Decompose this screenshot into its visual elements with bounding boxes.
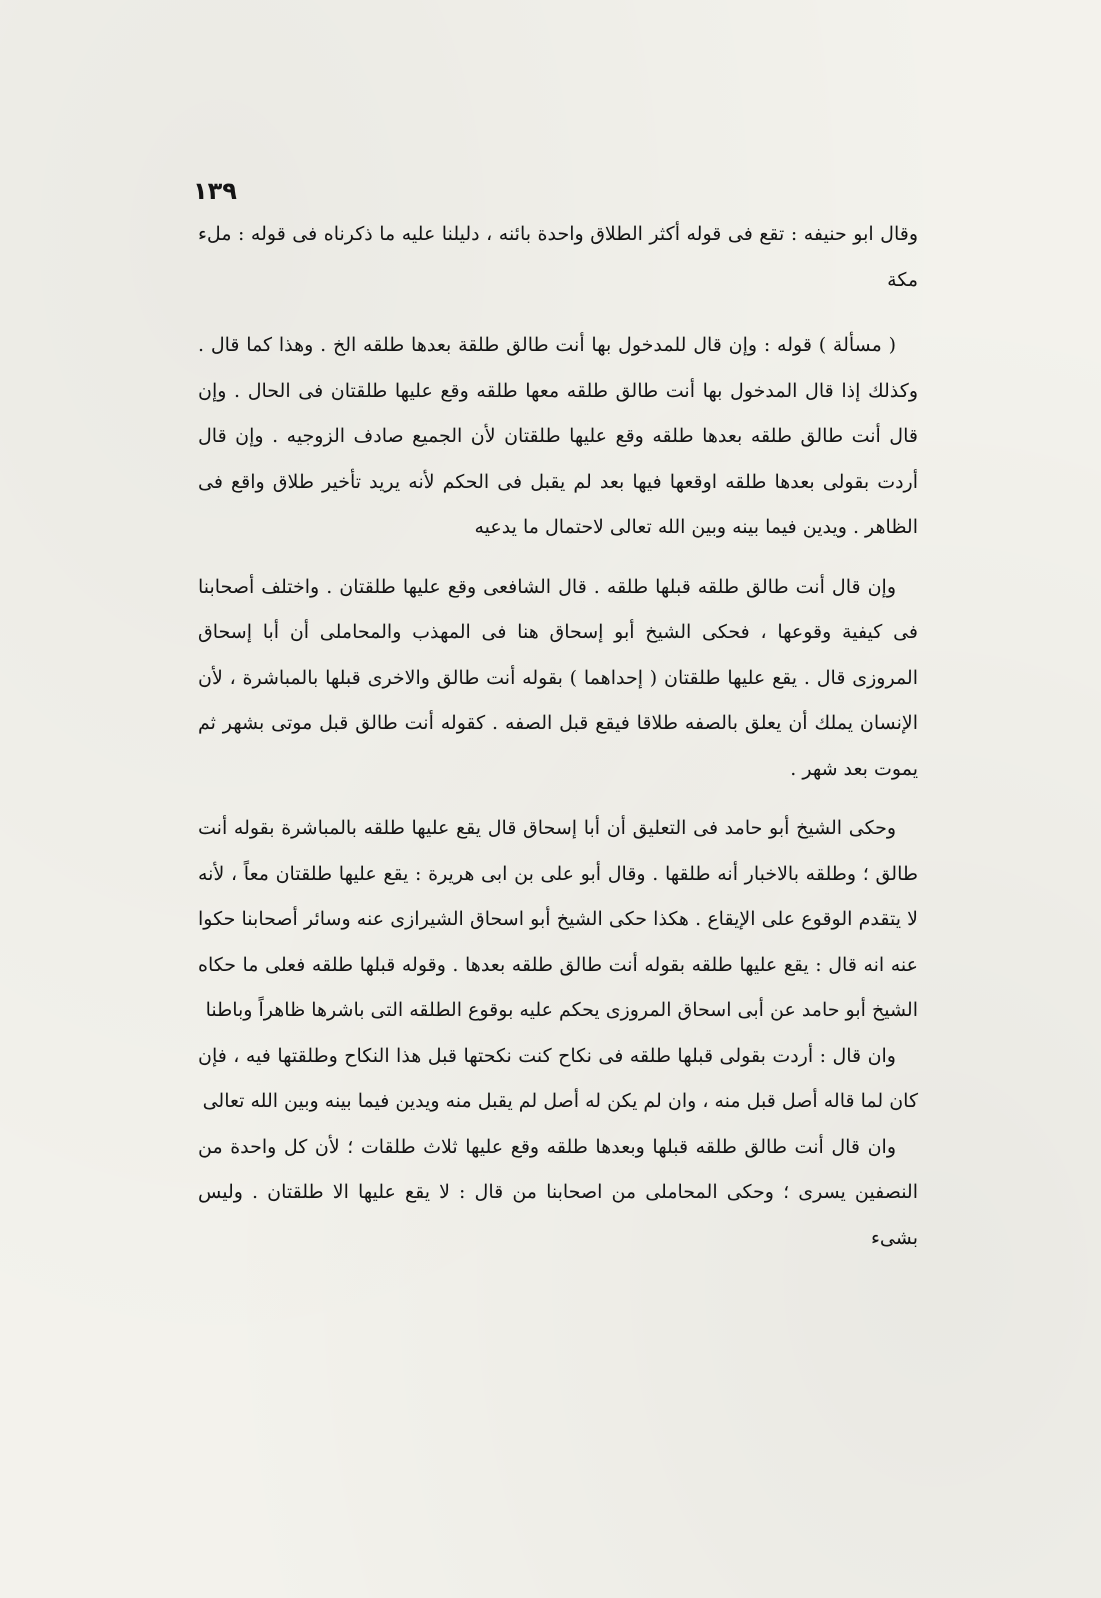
paragraph-6: وان قال أنت طالق طلقه قبلها وبعدها طلقه وقع عليها ثلاث طلقات ؛ لأن كل واحدة من النصفين يسرى ؛ وحكى المحاملى من اصحابنا من قال : لا يقع عليها الا طلقتان . وليس بشىء	[198, 1135, 918, 1249]
paragraph-5: وان قال : أردت بقولى قبلها طلقه فى نكاح كنت نكحتها قبل هذا النكاح وطلقتها فيه ، فإن كان لما قاله أصل قبل منه ، وان لم يكن له أصل لم يقبل منه ويدين فيما بينه وبين الله تعالى	[198, 1044, 918, 1112]
paragraph-4: وحكى الشيخ أبو حامد فى التعليق أن أبا إسحاق قال يقع عليها طلقه بالمباشرة بقوله أنت طالق ؛ وطلقه بالاخبار أنه طلقها . وقال أبو على بن ابى هريرة : يقع عليها طلقتان معاً ، لأنه لا يتقدم الوقوع على الإيقاع . هكذا حكى الشيخ أبو اسحاق الشيرازى عنه وسائر أصحابنا حكوا عنه انه قال : يقع عليها طلقه بقوله أنت طالق طلقه بعدها . وقوله قبلها طلقه فعلى ما حكاه الشيخ أبو حامد عن أبى اسحاق المروزى يحكم عليه بوقوع الطلقه التى باشرها ظاهراً وباطنا	[198, 817, 918, 1021]
paragraph-1: وقال ابو حنيفه : تقع فى قوله أكثر الطلاق واحدة بائنه ، دليلنا عليه ما ذكرناه فى قوله : ملء مكة	[198, 223, 918, 291]
paragraph-2: ( مسألة ) قوله : وإن قال للمدخول بها أنت طالق طلقة بعدها طلقه الخ . وهذا كما قال . وكذلك إذا قال المدخول بها أنت طالق طلقه معها طلقه وقع عليها طلقتان فى الحال . وإن قال أنت طالق طلقه بعدها طلقه وقع عليها طلقتان لأن الجميع صادف الزوجيه . وإن قال أردت بقولى بعدها طلقه اوقعها فيها بعد لم يقبل فى الحكم لأنه يريد تأخير طلاق واقع فى الظاهر . ويدين فيما بينه وبين الله تعالى لاحتمال ما يدعيه	[198, 334, 918, 538]
body-text	[198, 212, 918, 1261]
paragraph-3: وإن قال أنت طالق طلقه قبلها طلقه . قال الشافعى وقع عليها طلقتان . واختلف أصحابنا فى كيفية وقوعها ، فحكى الشيخ أبو إسحاق هنا فى المهذب والمحاملى أن أبا إسحاق المروزى قال . يقع عليها طلقتان ( إحداهما ) بقوله أنت طالق والاخرى قبلها بالمباشرة ، لأن الإنسان يملك أن يعلق بالصفه طلاقا فيقع قبل الصفه . كقوله أنت طالق قبل موتى بشهر ثم يموت بعد شهر .	[198, 575, 918, 780]
page-number: ١٣٩	[193, 177, 237, 205]
